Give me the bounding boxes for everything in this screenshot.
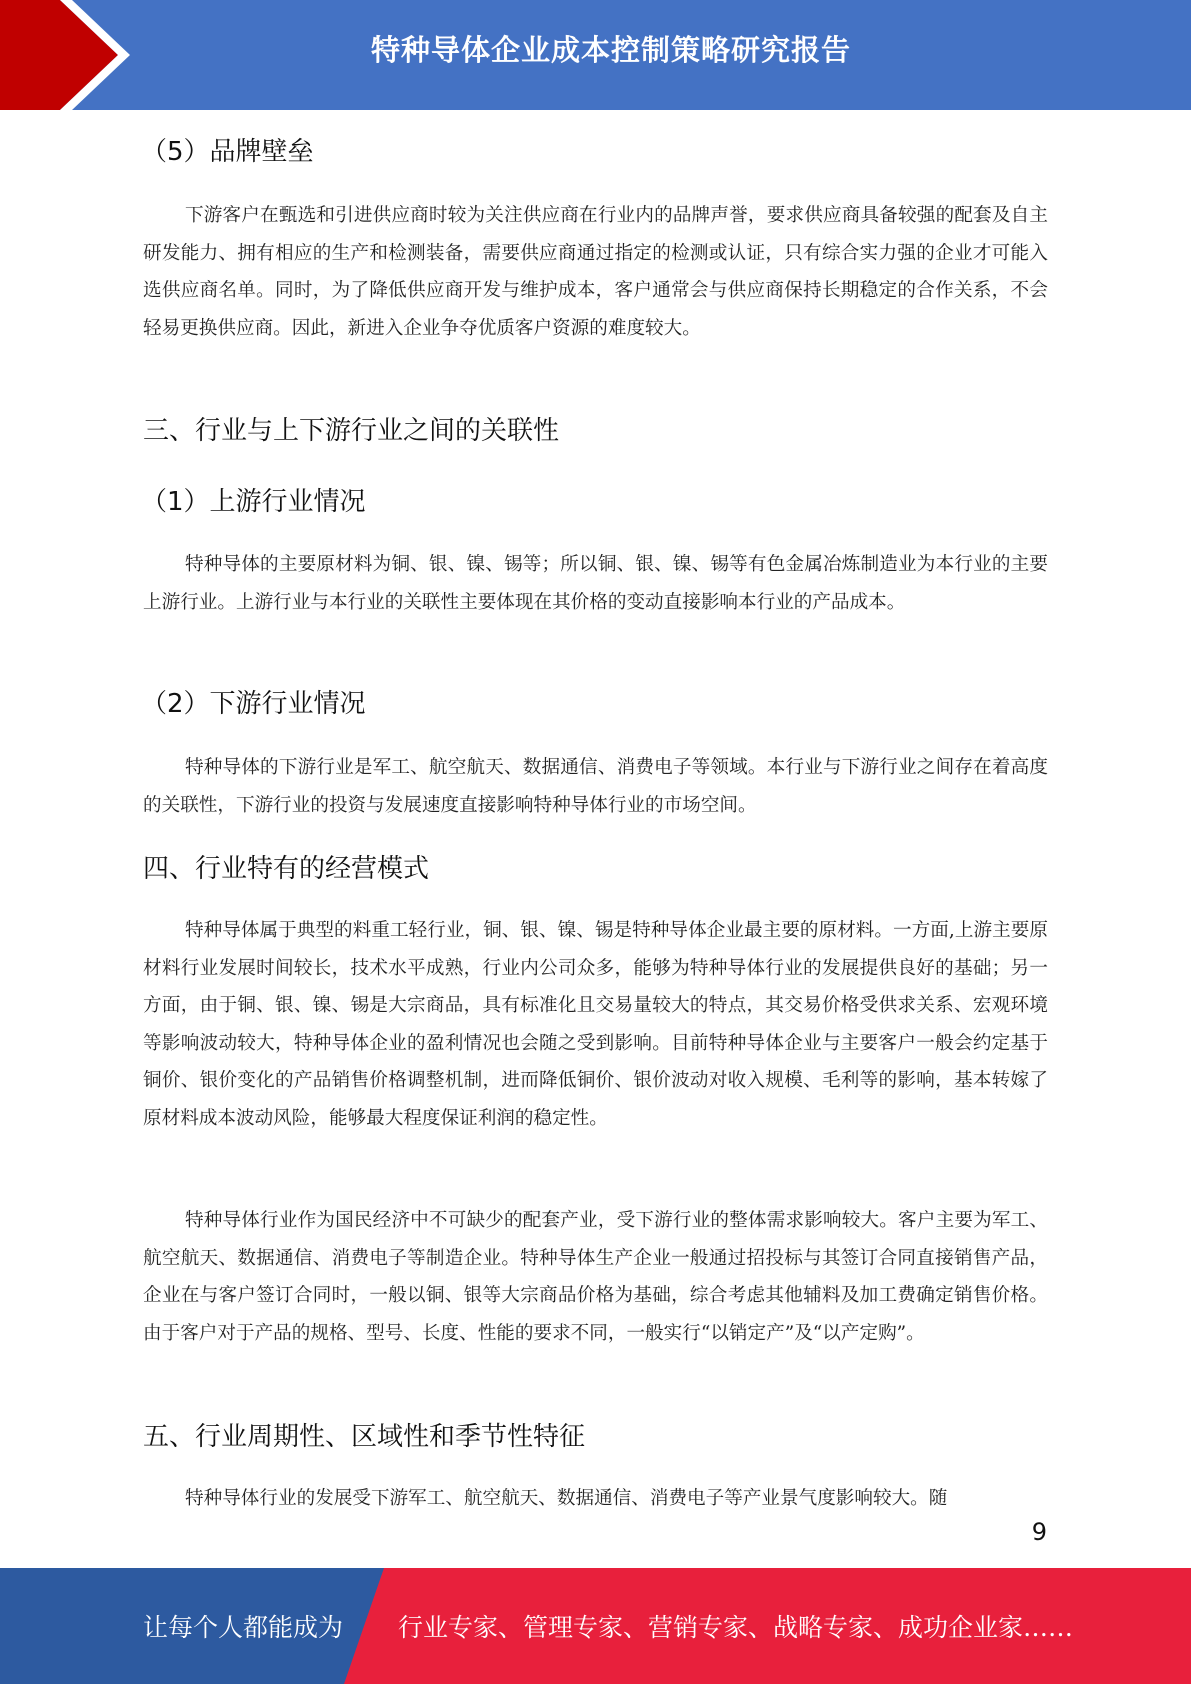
footer-slogan-left: 让每个人都能成为 bbox=[143, 1613, 344, 1642]
footer-slogan-right: 行业专家、管理专家、营销专家、战略专家、成功企业家…… bbox=[398, 1613, 1074, 1642]
paragraph-upstream: 特种导体的主要原材料为铜、银、镍、锡等；所以铜、银、镍、锡等有色金属冶炼制造业为本行业的主要上游行业。上游行业与本行业的关联性主要体现在其价格的变动直接影响本行业的产品成本。 bbox=[143, 554, 1048, 613]
paragraph-downstream: 特种导体的下游行业是军工、航空航天、数据通信、消费电子等领域。本行业与下游行业之间存在着高度的关联性，下游行业的投资与发展速度直接影响特种导体行业的市场空间。 bbox=[143, 757, 1048, 816]
report-title: 特种导体企业成本控制策略研究报告 bbox=[370, 33, 851, 67]
paragraph-business-model-1: 特种导体属于典型的料重工轻行业，铜、银、镍、锡是特种导体企业最主要的原材料。一方面,上游主要原材料行业发展时间较长，技术水平成熟，行业内公司众多，能够为特种导体行业的发展提供良好的基础；另一方面，由于铜、银、镍、锡是大宗商品，具有标准化且交易量较大的特点，其交易价格受供求关系、宏观环境等影响波动较大，特种导体企业的盈利情况也会随之受到影响。目前特种导体企业与主要客户一般会约定基于铜价、银价变化的产品销售价格调整机制，进而降低铜价、银价波动对收入规模、毛利等的影响，基本转嫁了原材料成本波动风险，能够最大程度保证利润的稳定性。 bbox=[143, 920, 1048, 1129]
section-heading-brand-barrier: （5）品牌壁垒 bbox=[141, 137, 314, 167]
section-heading-business-model: 四、行业特有的经营模式 bbox=[143, 854, 430, 884]
section-heading-cyclicality: 五、行业周期性、区域性和季节性特征 bbox=[143, 1422, 586, 1452]
report-header bbox=[0, 0, 1191, 110]
paragraph-business-model-2: 特种导体行业作为国民经济中不可缺少的配套产业，受下游行业的整体需求影响较大。客户主要为军工、航空航天、数据通信、消费电子等制造企业。特种导体生产企业一般通过招投标与其签订合同直接销售产品，企业在与客户签订合同时，一般以铜、银等大宗商品价格为基础，综合考虑其他辅料及加工费确定销售价格。由于客户对于产品的规格、型号、长度、性能的要求不同，一般实行“以销定产”及“以产定购”。 bbox=[143, 1210, 1048, 1344]
section-heading-upstream: （1）上游行业情况 bbox=[141, 487, 366, 517]
paragraph-cyclicality: 特种导体行业的发展受下游军工、航空航天、数据通信、消费电子等产业景气度影响较大。随 bbox=[185, 1488, 948, 1509]
section-heading-upstream-downstream: 三、行业与上下游行业之间的关联性 bbox=[143, 416, 560, 446]
paragraph-brand-barrier: 下游客户在甄选和引进供应商时较为关注供应商在行业内的品牌声誉，要求供应商具备较强的配套及自主研发能力、拥有相应的生产和检测装备，需要供应商通过指定的检测或认证，只有综合实力强的企业才可能入选供应商名单。同时，为了降低供应商开发与维护成本，客户通常会与供应商保持长期稳定的合作关系，不会轻易更换供应商。因此，新进入企业争夺优质客户资源的难度较大。 bbox=[143, 205, 1048, 339]
section-heading-downstream: （2）下游行业情况 bbox=[141, 689, 366, 719]
report-footer bbox=[0, 1568, 1191, 1684]
page-number: 9 bbox=[1031, 1518, 1047, 1546]
